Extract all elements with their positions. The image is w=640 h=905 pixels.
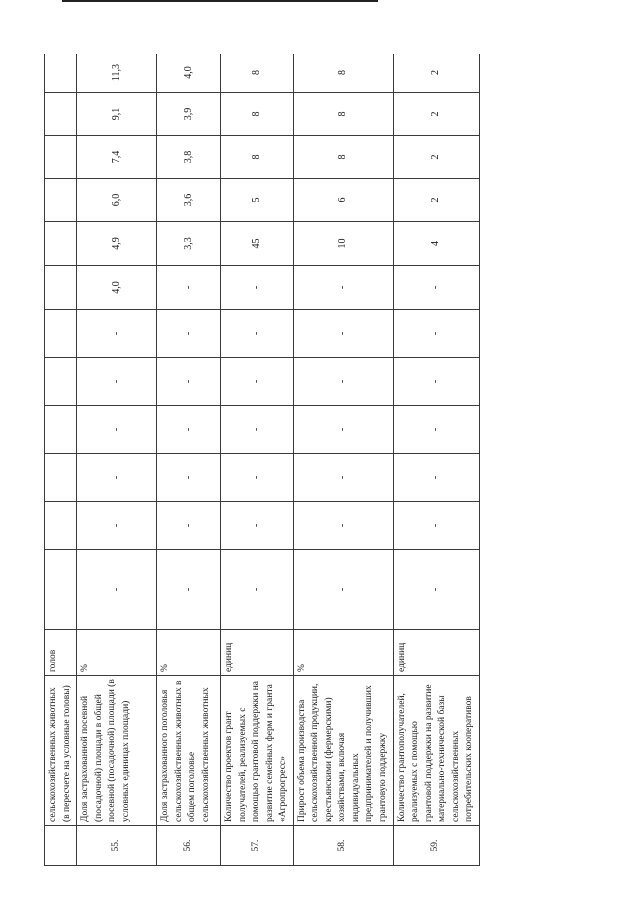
value-cell: 3,9 xyxy=(157,93,221,136)
value-cell: 8 xyxy=(293,54,393,93)
indicator-name-cell: Доля застрахованной посевной (посадочной) площади в общей посевной (посадочной) площади (в условных единицах площади) xyxy=(77,676,157,826)
value-cell: - xyxy=(393,358,479,406)
value-cell: - xyxy=(157,358,221,406)
value-cell: - xyxy=(157,310,221,358)
value-cell: - xyxy=(157,454,221,502)
value-cell: 8 xyxy=(221,93,294,136)
indicator-name-cell: Количество грантополучателей, реализуемых с помощью грантовой поддержки на развитие материально-технической базы сельскохозяйственных потребительских кооперативов xyxy=(393,676,479,826)
value-cell: 7,4 xyxy=(77,136,157,179)
value-cell: - xyxy=(293,358,393,406)
rotated-table-page xyxy=(44,54,640,866)
table-row xyxy=(77,54,157,866)
value-cell: - xyxy=(157,502,221,550)
indicator-name-cell: Прирост объема производства сельскохозяйственной продукции, крестьянскими (фермерскими) хозяйствами, включая индивидуальных предпринимателей и получивших грантовую поддержку xyxy=(293,676,393,826)
value-cell xyxy=(45,136,77,179)
value-cell: - xyxy=(221,406,294,454)
unit-cell: голов xyxy=(45,630,77,676)
value-cell: 10 xyxy=(293,222,393,266)
unit-cell: % xyxy=(293,630,393,676)
value-cell: 4 xyxy=(393,222,479,266)
top-rule xyxy=(62,0,378,2)
table-body xyxy=(45,54,480,866)
value-cell: 3,3 xyxy=(157,222,221,266)
value-cell: - xyxy=(221,454,294,502)
value-cell: - xyxy=(393,310,479,358)
value-cell: - xyxy=(77,454,157,502)
value-cell: - xyxy=(77,406,157,454)
table-row xyxy=(293,54,393,866)
indicator-name-cell: Количество проектов грант получателей, реализуемых с помощью грантовой поддержки на развитие семейных ферм и гранта «Агропрогресс» xyxy=(221,676,294,826)
value-cell: - xyxy=(221,502,294,550)
value-cell: 2 xyxy=(393,136,479,179)
value-cell: 45 xyxy=(221,222,294,266)
value-cell: - xyxy=(221,310,294,358)
value-cell: 2 xyxy=(393,54,479,93)
value-cell: 8 xyxy=(221,54,294,93)
value-cell xyxy=(45,454,77,502)
value-cell: - xyxy=(77,310,157,358)
value-cell: - xyxy=(293,310,393,358)
unit-cell: % xyxy=(77,630,157,676)
table-row xyxy=(157,54,221,866)
value-cell xyxy=(45,502,77,550)
indicator-name-cell: сельскохозяйственных животных (в пересчете на условные головы) xyxy=(45,676,77,826)
value-cell: - xyxy=(221,266,294,310)
value-cell xyxy=(45,358,77,406)
value-cell: - xyxy=(293,266,393,310)
value-cell: - xyxy=(393,550,479,630)
value-cell: 6,0 xyxy=(77,179,157,222)
value-cell: - xyxy=(77,550,157,630)
value-cell: - xyxy=(293,502,393,550)
value-cell: 8 xyxy=(293,136,393,179)
value-cell: - xyxy=(157,406,221,454)
value-cell: 8 xyxy=(221,136,294,179)
value-cell: - xyxy=(293,550,393,630)
value-cell: 9,1 xyxy=(77,93,157,136)
value-cell: - xyxy=(157,266,221,310)
value-cell xyxy=(45,179,77,222)
value-cell xyxy=(45,93,77,136)
value-cell xyxy=(45,222,77,266)
value-cell: - xyxy=(77,502,157,550)
value-cell: - xyxy=(393,406,479,454)
value-cell: - xyxy=(393,502,479,550)
row-number-cell: 58. xyxy=(293,826,393,866)
value-cell xyxy=(45,310,77,358)
value-cell: 11,3 xyxy=(77,54,157,93)
value-cell: - xyxy=(157,550,221,630)
unit-cell: единиц xyxy=(221,630,294,676)
value-cell xyxy=(45,406,77,454)
value-cell: 4,9 xyxy=(77,222,157,266)
value-cell: 5 xyxy=(221,179,294,222)
value-cell xyxy=(45,550,77,630)
value-cell: - xyxy=(293,406,393,454)
value-cell: - xyxy=(293,454,393,502)
row-number-cell: 57. xyxy=(221,826,294,866)
value-cell: 6 xyxy=(293,179,393,222)
value-cell: 2 xyxy=(393,179,479,222)
value-cell: - xyxy=(77,358,157,406)
unit-cell: % xyxy=(157,630,221,676)
value-cell xyxy=(45,266,77,310)
value-cell: 3,8 xyxy=(157,136,221,179)
row-number-cell: 59. xyxy=(393,826,479,866)
row-number-cell: 56. xyxy=(157,826,221,866)
table-row xyxy=(393,54,479,866)
value-cell: 4,0 xyxy=(77,266,157,310)
indicator-name-cell: Доля застрахованного поголовья сельскохозяйственных животных в общем поголовье сельскохозяйственных животных xyxy=(157,676,221,826)
indicators-table xyxy=(44,54,480,866)
value-cell: 8 xyxy=(293,93,393,136)
value-cell: 3,6 xyxy=(157,179,221,222)
row-number-cell: 55. xyxy=(77,826,157,866)
value-cell: - xyxy=(221,358,294,406)
value-cell: - xyxy=(393,266,479,310)
value-cell: - xyxy=(393,454,479,502)
table-row xyxy=(45,54,77,866)
row-number-cell xyxy=(45,826,77,866)
value-cell xyxy=(45,54,77,93)
value-cell: 4,0 xyxy=(157,54,221,93)
table-row xyxy=(221,54,294,866)
unit-cell: единиц xyxy=(393,630,479,676)
value-cell: - xyxy=(221,550,294,630)
value-cell: 2 xyxy=(393,93,479,136)
